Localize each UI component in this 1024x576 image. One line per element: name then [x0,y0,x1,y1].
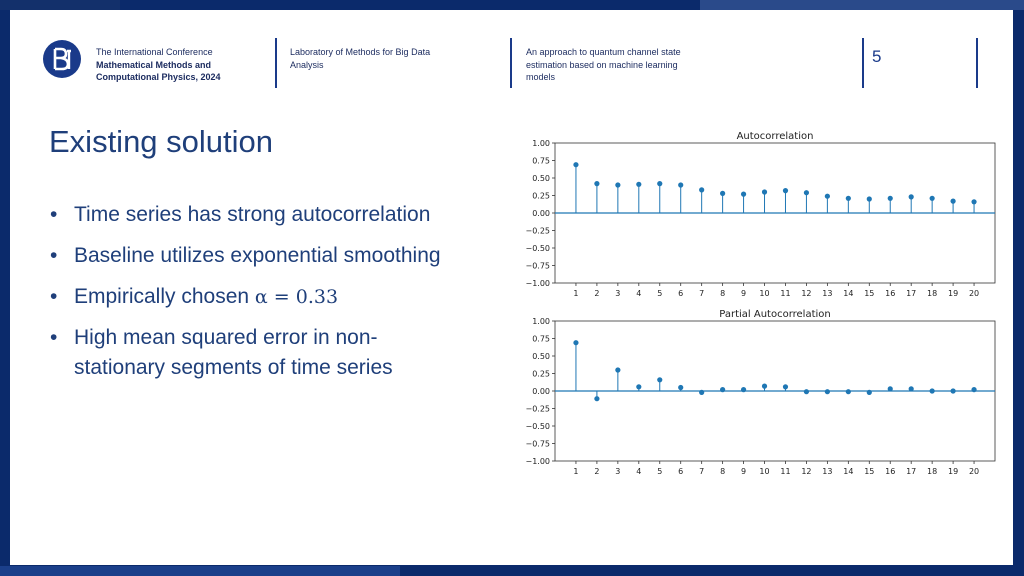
y-tick-label: 0.25 [532,191,550,201]
conference-line-2: Mathematical Methods and [96,59,212,70]
stem-marker [678,182,683,187]
stem-marker [846,196,851,201]
bullet-dot: • [50,244,58,267]
conference-line-1: The International Conference [96,47,213,57]
x-tick-label: 4 [636,289,642,298]
stem-marker [594,396,599,401]
stem-marker [636,384,641,389]
stem-marker [741,387,746,392]
bullet-dot: • [50,285,58,308]
x-tick-label: 9 [741,467,747,476]
stem-marker [783,384,788,389]
x-tick-label: 12 [801,289,812,298]
stem-marker [720,191,725,196]
stem-marker [888,196,893,201]
stem-marker [615,367,620,372]
topic-line-1: An approach to quantum channel state [526,47,681,57]
stem-marker [762,384,767,389]
x-tick-label: 15 [864,289,875,298]
university-logo-icon [42,39,82,79]
x-tick-label: 20 [968,467,980,476]
frame-block-top-left [0,0,120,10]
x-tick-label: 8 [720,289,726,298]
stem-marker [573,340,578,345]
topic-info [526,46,681,84]
y-tick-label: 0.75 [532,156,550,166]
x-tick-label: 2 [594,289,600,298]
x-tick-label: 10 [759,467,770,476]
x-tick-label: 7 [699,467,705,476]
bullet-list [50,200,490,394]
stem-marker [867,390,872,395]
lab-info [290,46,430,71]
header-divider-3 [862,38,864,88]
x-tick-label: 17 [906,289,917,298]
x-tick-label: 4 [636,467,642,476]
x-tick-label: 19 [948,289,959,298]
y-tick-label: −1.00 [525,279,550,288]
partial-autocorrelation-chart [490,306,1010,484]
stem-marker [804,389,809,394]
x-tick-label: 7 [699,289,705,298]
stem-marker [657,181,662,186]
stem-marker [909,386,914,391]
x-tick-label: 16 [885,467,896,476]
y-tick-label: 0.00 [532,387,550,396]
lab-line-2: Analysis [290,59,324,70]
stem-marker [846,389,851,394]
x-tick-label: 3 [615,289,621,298]
y-tick-label: 0.50 [532,352,550,361]
y-tick-label: 0.50 [532,174,550,183]
y-tick-label: −0.50 [525,244,550,253]
autocorrelation-chart [490,128,1010,306]
header-divider-2 [510,38,512,88]
x-tick-label: 13 [822,289,833,298]
y-tick-label: −1.00 [525,457,550,466]
bullet-text: Empirically chosen [74,285,250,308]
stem-marker [950,388,955,393]
x-tick-label: 14 [843,289,854,298]
frame-block-bottom-left [0,566,400,576]
y-tick-label: 0.25 [532,369,550,379]
chart-title: Partial Autocorrelation [719,309,831,320]
x-tick-label: 5 [657,289,663,298]
topic-line-2: estimation based on machine learning [526,59,678,70]
x-tick-label: 19 [948,467,959,476]
x-tick-label: 6 [678,289,684,298]
x-tick-label: 3 [615,467,621,476]
stem-marker [636,182,641,187]
stem-marker [573,162,578,167]
x-tick-label: 18 [927,289,938,298]
topic-line-3: models [526,72,556,82]
stem-marker [699,187,704,192]
stem-marker [720,387,725,392]
frame-block-top-right [700,0,1024,10]
stem-marker [699,390,704,395]
y-tick-label: −0.25 [525,226,550,236]
slide-title: Existing solution [49,124,274,159]
y-tick-label: −0.50 [525,422,550,431]
y-tick-label: 1.00 [532,139,550,148]
stem-marker [930,388,935,393]
x-tick-label: 13 [822,467,833,476]
x-tick-label: 6 [678,467,684,476]
stem-marker [594,181,599,186]
stem-marker [888,386,893,391]
y-tick-label: −0.25 [525,404,550,414]
x-tick-label: 15 [864,467,875,476]
bullet-dot: • [50,326,58,349]
slide-canvas [10,10,1013,565]
stem-marker [783,188,788,193]
stem-marker [825,389,830,394]
x-tick-label: 8 [720,467,726,476]
chart-title: Autocorrelation [736,131,814,142]
stem-marker [825,194,830,199]
header-divider-4 [976,38,978,88]
bullet-text: High mean squared error in non- [74,326,378,349]
stem-marker [867,196,872,201]
stem-marker [971,387,976,392]
y-tick-label: 0.00 [532,209,550,218]
y-tick-label: 0.75 [532,334,550,344]
stem-marker [615,182,620,187]
stem-marker [950,199,955,204]
stem-marker [804,190,809,195]
bullet-text: Baseline utilizes exponential smoothing [74,244,441,267]
x-tick-label: 1 [573,467,579,476]
bullet-text: Time series has strong autocorrelation [74,203,431,226]
x-tick-label: 20 [968,289,980,298]
stem-marker [657,377,662,382]
x-tick-label: 11 [780,289,791,298]
x-tick-label: 9 [741,289,747,298]
bullet-item [50,241,490,271]
x-tick-label: 2 [594,467,600,476]
conference-info [96,46,221,84]
x-tick-label: 16 [885,289,896,298]
y-tick-label: −0.75 [525,439,550,449]
alpha-expression: α = 0.33 [254,286,339,308]
x-tick-label: 5 [657,467,663,476]
y-tick-label: 1.00 [532,317,550,326]
stem-marker [971,199,976,204]
x-tick-label: 11 [780,467,791,476]
bullet-dot: • [50,203,58,226]
x-tick-label: 10 [759,289,770,298]
bullet-item [50,282,490,312]
page-number: 5 [872,47,882,66]
conference-line-3: Computational Physics, 2024 [96,72,221,82]
stem-marker [909,194,914,199]
stem-marker [762,189,767,194]
x-tick-label: 1 [573,289,579,298]
bullet-item [50,323,490,383]
x-tick-label: 14 [843,467,854,476]
bullet-item [50,200,490,230]
lab-line-1: Laboratory of Methods for Big Data [290,47,431,57]
x-tick-label: 18 [927,467,938,476]
bullet-text-continued: stationary segments of time series [74,356,393,379]
y-tick-label: −0.75 [525,261,550,271]
stem-marker [678,385,683,390]
x-tick-label: 12 [801,467,812,476]
x-tick-label: 17 [906,467,917,476]
stem-marker [930,196,935,201]
stem-marker [741,192,746,197]
header-divider-1 [275,38,277,88]
